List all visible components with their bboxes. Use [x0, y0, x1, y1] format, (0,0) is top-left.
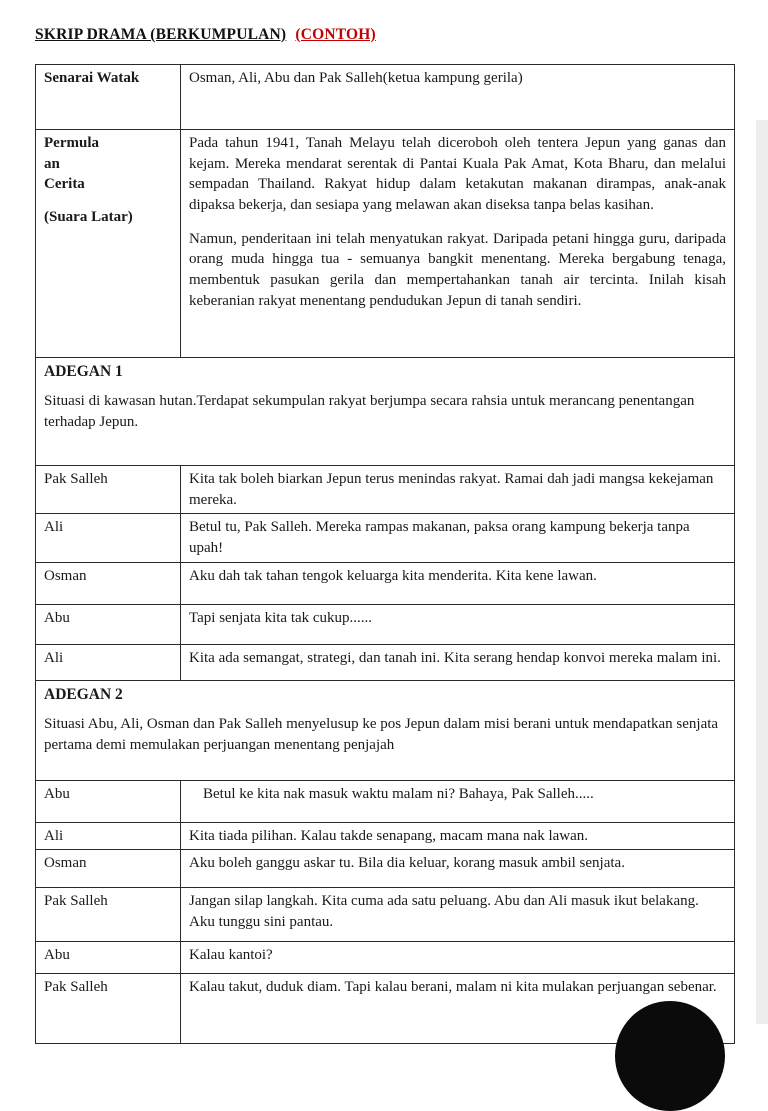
dialogue-line: Betul ke kita nak masuk waktu malam ni? Bahaya, Pak Salleh..... [181, 780, 735, 822]
opening-label-sub: (Suara Latar) [44, 209, 133, 226]
scene1-description: Situasi di kawasan hutan.Terdapat sekumpulan rakyat berjumpa secara rahsia untuk merancang penentangan terhadap Jepun. [44, 393, 695, 431]
scan-edge-artifact [756, 120, 768, 1024]
opening-paragraph-1: Pada tahun 1941, Tanah Melayu telah diceroboh oleh tentera Jepun yang ganas dan kejam. Mereka mendarat serentak di Pantai Kuala Pak Amat, Kota Bharu, dan melalui sempadan Thailand. Rakyat hidup dalam ketakutan makanan dirampas, anak-anak dipaksa bekerja, dan sesiapa yang melawan akan diseksa tanpa belas kasihan. [189, 135, 726, 214]
dialogue-row [36, 562, 735, 604]
title-main: SKRIP DRAMA (BERKUMPULAN) [35, 26, 287, 43]
dialogue-row [36, 644, 735, 680]
dialogue-line: Jangan silap langkah. Kita cuma ada satu peluang. Abu dan Ali masuk ikut belakang. Aku tunggu sini pantau. [181, 888, 735, 942]
dialogue-line: Kita ada semangat, strategi, dan tanah ini. Kita serang hendap konvoi mereka malam ini. [181, 644, 735, 680]
scene1-header-cell [36, 358, 735, 466]
dialogue-row [36, 514, 735, 562]
dialogue-line: Kita tak boleh biarkan Jepun terus menindas rakyat. Ramai dah jadi mangsa kekejaman mereka. [181, 466, 735, 514]
speaker-name: Abu [36, 780, 181, 822]
opening-label-line-2: an [44, 155, 60, 172]
speaker-name: Osman [36, 562, 181, 604]
cast-value: Osman, Ali, Abu dan Pak Salleh(ketua kampung gerila) [181, 65, 735, 130]
speaker-name: Ali [36, 644, 181, 680]
scan-corner-blob [615, 1001, 725, 1111]
dialogue-line: Betul tu, Pak Salleh. Mereka rampas makanan, paksa orang kampung bekerja tanpa upah! [181, 514, 735, 562]
speaker-name: Pak Salleh [36, 974, 181, 1044]
speaker-name: Pak Salleh [36, 888, 181, 942]
opening-label-line-1: Permula [44, 135, 99, 151]
speaker-name: Abu [36, 942, 181, 974]
dialogue-line: Aku dah tak tahan tengok keluarga kita menderita. Kita kene lawan. [181, 562, 735, 604]
opening-paragraph-2: Namun, penderitaan ini telah menyatukan rakyat. Daripada petani hingga guru, daripada orang muda hingga tua - semuanya bangkit menentang. Mereka bergabung tenaga, membentuk pasukan gerila dan mempertahankan tanah air tercinta. Inilah kisah keberanian rakyat menentang pendudukan Jepun di tanah sendiri. [189, 230, 726, 309]
script-table [35, 64, 735, 1044]
scene2-heading: ADEGAN 2 [44, 685, 123, 703]
cast-row [36, 65, 735, 130]
scene2-header-cell [36, 680, 735, 780]
speaker-name: Ali [36, 822, 181, 850]
opening-narration [181, 130, 735, 358]
speaker-name: Pak Salleh [36, 466, 181, 514]
dialogue-row [36, 604, 735, 644]
dialogue-row [36, 942, 735, 974]
dialogue-line: Kalau takut, duduk diam. Tapi kalau berani, malam ni kita mulakan perjuangan sebenar. [181, 974, 735, 1044]
opening-row [36, 130, 735, 358]
dialogue-row [36, 466, 735, 514]
scene2-description: Situasi Abu, Ali, Osman dan Pak Salleh menyelusup ke pos Jepun dalam misi berani untuk mendapatkan senjata pertama demi memulakan perjuangan menentang penjajah [44, 716, 719, 753]
page-title [35, 26, 735, 44]
scene1-heading: ADEGAN 1 [44, 363, 123, 380]
dialogue-row [36, 888, 735, 942]
scene1-header-row [36, 358, 735, 466]
dialogue-row [36, 822, 735, 850]
speaker-name: Abu [36, 604, 181, 644]
opening-label-line-3: Cerita [44, 176, 85, 193]
dialogue-line: Kalau kantoi? [181, 942, 735, 974]
dialogue-row [36, 850, 735, 888]
opening-label [36, 130, 181, 358]
dialogue-line: Tapi senjata kita tak cukup...... [181, 604, 735, 644]
speaker-name: Ali [36, 514, 181, 562]
speaker-name: Osman [36, 850, 181, 888]
dialogue-line: Kita tiada pilihan. Kalau takde senapang, macam mana nak lawan. [181, 822, 735, 850]
dialogue-line: Aku boleh ganggu askar tu. Bila dia keluar, korang masuk ambil senjata. [181, 850, 735, 888]
cast-label: Senarai Watak [36, 65, 181, 130]
scene2-header-row [36, 680, 735, 780]
title-contoh: (CONTOH) [295, 26, 376, 43]
dialogue-row [36, 780, 735, 822]
